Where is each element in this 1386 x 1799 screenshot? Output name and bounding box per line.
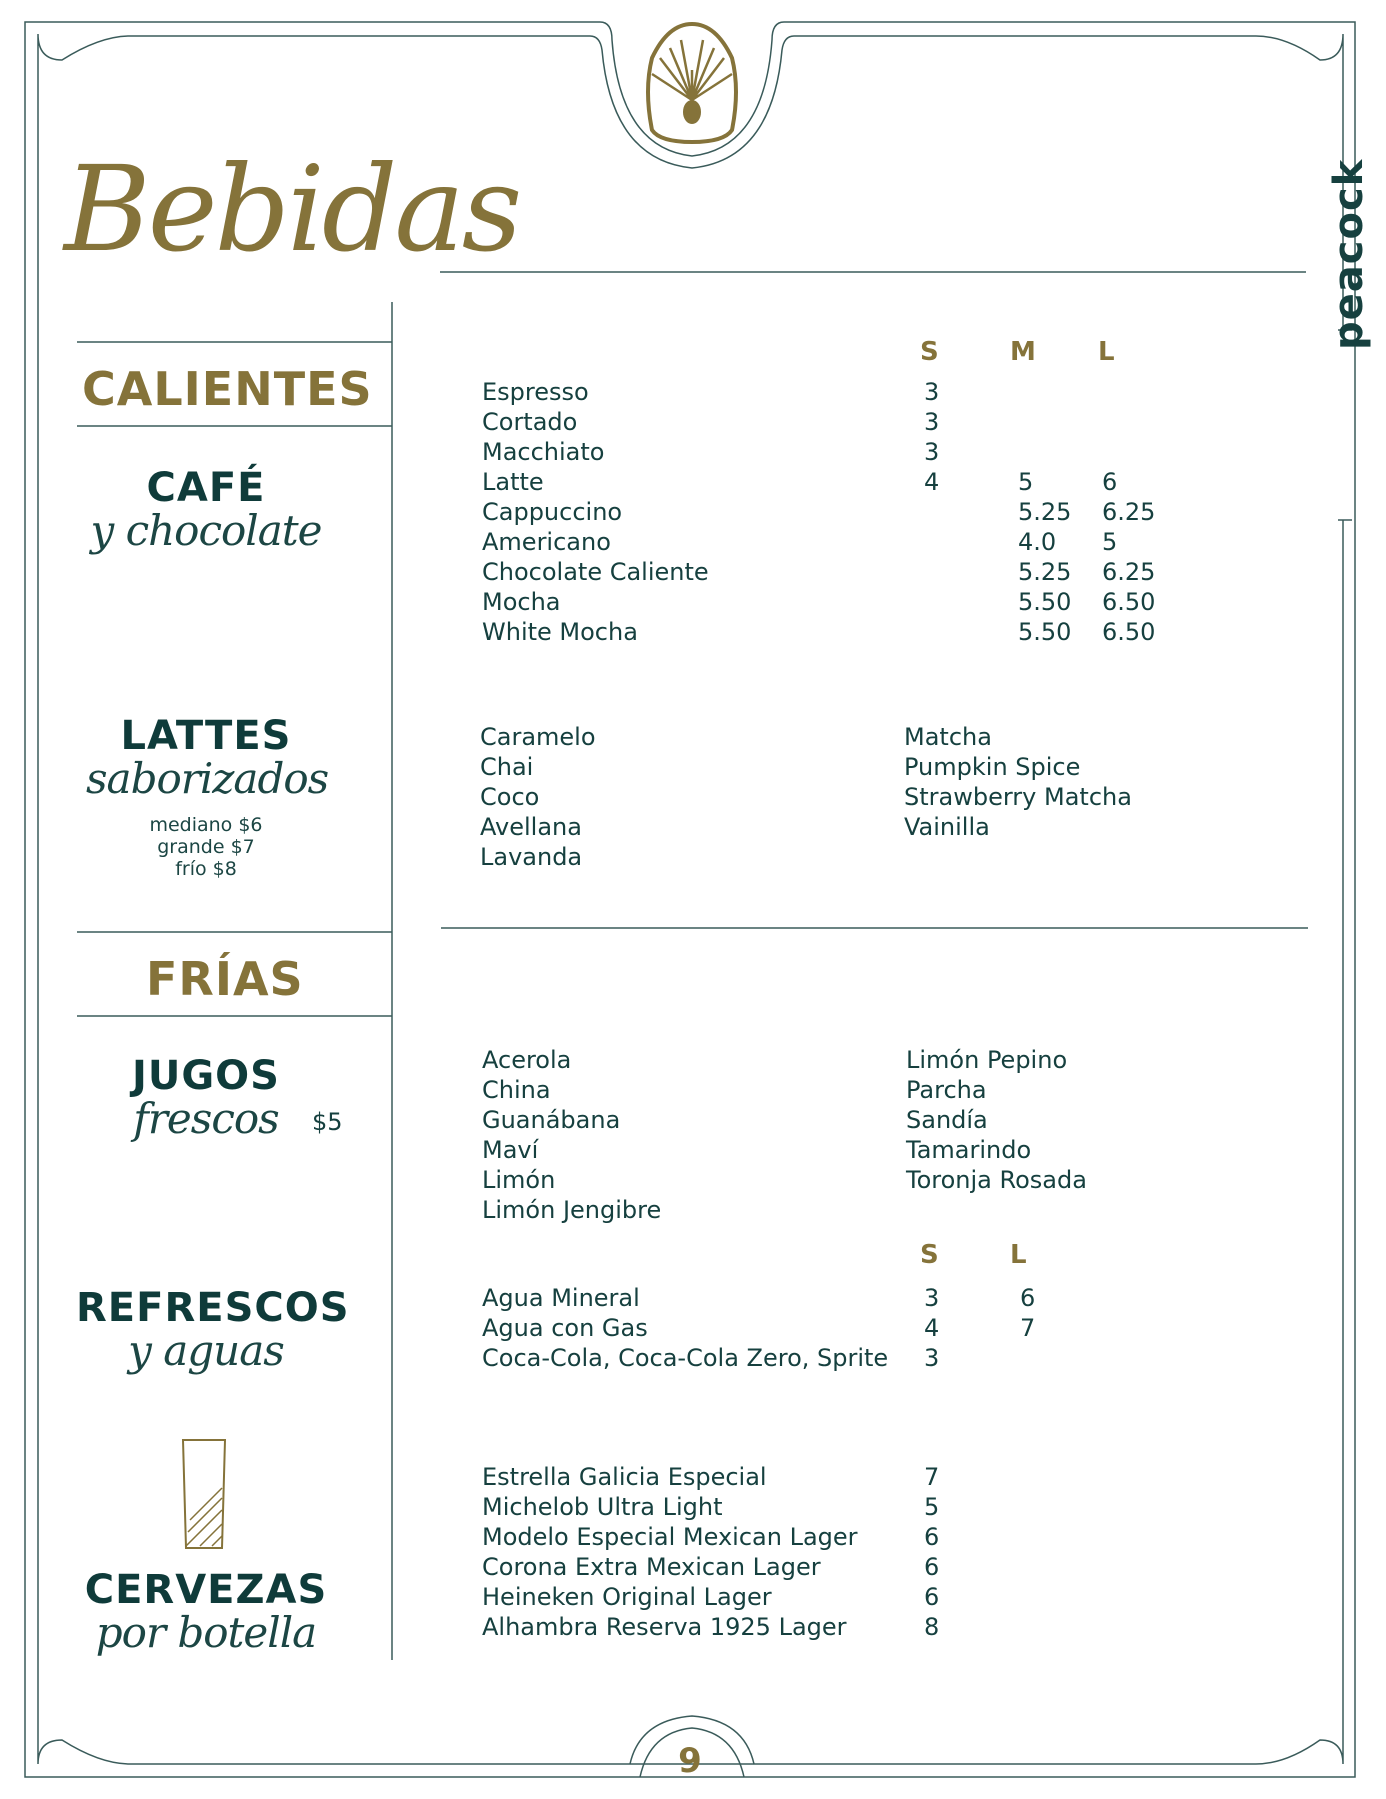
category-lattes-title: LATTES [120,713,292,759]
table-row [482,497,1182,527]
category-cervezas-title: CERVEZAS [84,1567,328,1613]
cervezas-menu [482,1462,1182,1642]
category-jugos-subtitle: frescos [133,1094,279,1143]
price-medium: 5.25 [1018,558,1072,586]
item-name: Michelob Ultra Light [482,1493,723,1521]
price: 7 [924,1463,940,1491]
category-cafe-title: CAFÉ [146,465,266,511]
list-item: Acerola [482,1046,572,1074]
item-name: White Mocha [482,618,638,646]
refrescos-header-l: L [1010,1240,1027,1270]
price: 5 [924,1493,940,1521]
table-row [482,1582,1182,1612]
price-frio: frío $8 [175,858,237,880]
price: 6 [924,1523,940,1551]
price-large: 6 [1102,468,1118,496]
lattes-list-1 [480,722,596,872]
category-refrescos [76,1285,350,1375]
price-small: 3 [924,1284,940,1312]
refrescos-header-s: S [920,1240,939,1270]
category-refrescos-title: REFRESCOS [76,1285,350,1331]
section-frias: FRÍAS [146,952,304,1006]
list-item: China [482,1076,551,1104]
item-name: Americano [482,528,611,556]
list-item: Toronja Rosada [906,1166,1087,1194]
category-jugos-title: JUGOS [131,1053,280,1099]
price-large: 6.50 [1102,618,1156,646]
table-row [482,1462,1182,1492]
price-grande: grande $7 [157,836,255,858]
price-large: 6.50 [1102,588,1156,616]
price-medium: 5 [1018,468,1034,496]
category-cafe-subtitle: y chocolate [90,506,322,555]
item-name: Coca-Cola, Coca-Cola Zero, Sprite [482,1344,889,1372]
table-row [482,587,1182,617]
table-row [482,467,1182,497]
table-row [482,1313,1182,1343]
category-lattes-subtitle: saborizados [86,754,329,803]
price-small: 4 [924,1314,940,1342]
price-mediano: mediano $6 [149,814,263,836]
category-jugos [86,1053,326,1143]
price-medium: 5.50 [1018,588,1072,616]
lattes-list-2 [904,722,1132,842]
item-name: Cappuccino [482,498,623,526]
price-small: 3 [924,1344,940,1372]
list-item: Sandía [906,1106,988,1134]
item-name: Cortado [482,408,578,436]
item-name: Agua Mineral [482,1284,640,1312]
category-cervezas-subtitle: por botella [95,1608,317,1657]
item-name: Chocolate Caliente [482,558,709,586]
price-small: 3 [924,438,940,466]
size-header-s: S [920,337,939,367]
list-item: Tamarindo [906,1136,1032,1164]
price-small: 4 [924,468,940,496]
item-name: Espresso [482,378,589,406]
list-item: Strawberry Matcha [904,783,1132,811]
table-row [482,1552,1182,1582]
category-lattes [86,713,329,803]
list-item: Lavanda [480,843,583,871]
table-row [482,1612,1182,1642]
page-title: Bebidas [64,140,520,278]
table-row [482,1283,1182,1313]
list-item: Limón Pepino [906,1046,1068,1074]
price-large: 7 [1020,1314,1036,1342]
table-row [482,527,1182,557]
item-name: Latte [482,468,544,496]
beer-glass-icon [183,1440,225,1548]
page-number: 9 [678,1741,702,1781]
list-item: Caramelo [480,723,596,751]
jugos-price: $5 [312,1108,343,1136]
list-item: Pumpkin Spice [904,753,1081,781]
item-name: Estrella Galicia Especial [482,1463,767,1491]
lattes-prices [106,814,306,880]
category-cafe [86,465,326,555]
table-row [482,437,1182,467]
brand-name: peacock [1326,158,1372,350]
category-cervezas [76,1567,336,1657]
table-row [482,617,1182,647]
list-item: Chai [480,753,534,781]
price: 6 [924,1583,940,1611]
price-small: 3 [924,378,940,406]
list-item: Guanábana [482,1106,621,1134]
item-name: Agua con Gas [482,1314,648,1342]
table-row [482,377,1182,407]
refrescos-menu [482,1283,1182,1373]
item-name: Modelo Especial Mexican Lager [482,1523,858,1551]
section-calientes: CALIENTES [82,362,373,416]
price: 6 [924,1553,940,1581]
list-item: Avellana [480,813,582,841]
size-header-l: L [1098,337,1115,367]
table-row [482,1522,1182,1552]
cafe-menu [482,377,1182,647]
item-name: Alhambra Reserva 1925 Lager [482,1613,847,1641]
price-large: 5 [1102,528,1118,556]
peacock-logo-icon [648,24,736,142]
price-large: 6 [1020,1284,1036,1312]
table-row [482,557,1182,587]
price-medium: 5.50 [1018,618,1072,646]
list-item: Maví [482,1136,539,1164]
price-medium: 4.0 [1018,528,1057,556]
price-large: 6.25 [1102,498,1156,526]
table-row [482,1343,1182,1373]
list-item: Parcha [906,1076,987,1104]
list-item: Matcha [904,723,992,751]
price-small: 3 [924,408,940,436]
size-header-m: M [1010,337,1036,367]
item-name: Corona Extra Mexican Lager [482,1553,821,1581]
category-refrescos-subtitle: y aguas [128,1326,284,1375]
table-row [482,407,1182,437]
jugos-list-1 [482,1045,661,1225]
price-medium: 5.25 [1018,498,1072,526]
price: 8 [924,1613,940,1641]
price-large: 6.25 [1102,558,1156,586]
item-name: Mocha [482,588,561,616]
list-item: Vainilla [904,813,990,841]
list-item: Coco [480,783,540,811]
item-name: Heineken Original Lager [482,1583,772,1611]
list-item: Limón Jengibre [482,1196,662,1224]
jugos-list-2 [906,1045,1087,1195]
table-row [482,1492,1182,1522]
list-item: Limón [482,1166,556,1194]
item-name: Macchiato [482,438,605,466]
